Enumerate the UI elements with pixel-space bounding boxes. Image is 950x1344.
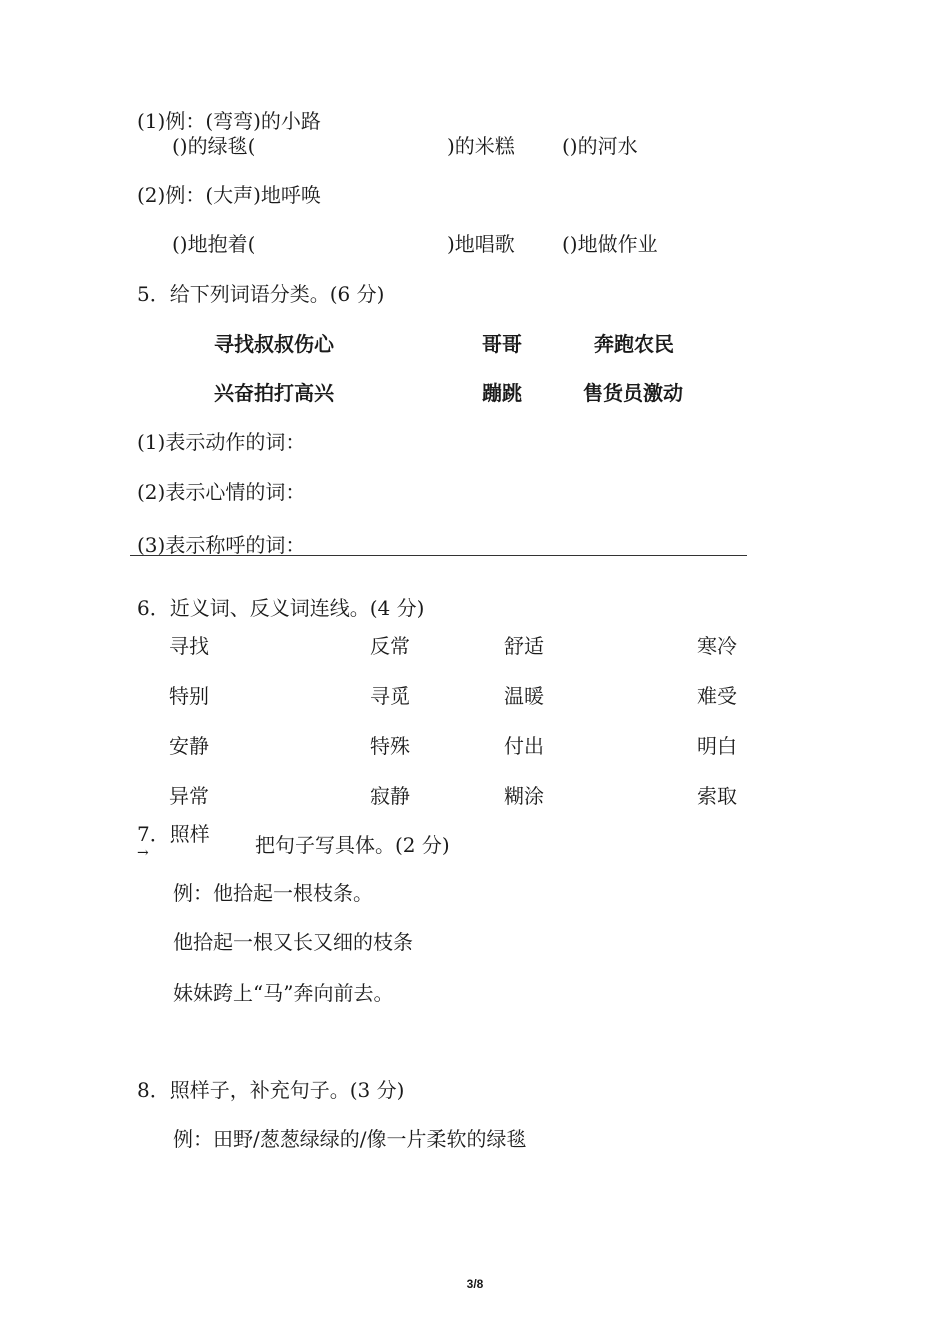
q7-title-a: 7．照样 xyxy=(137,822,210,846)
q6-word: 异常 xyxy=(169,784,209,808)
q4-part2-blank-c: ()地做作业 xyxy=(562,232,658,256)
q4-part1-example: (1)例：(弯弯)的小路 xyxy=(137,109,321,133)
q4-part1-blank-c: ()的河水 xyxy=(562,134,638,158)
q6-title: 6．近义词、反义词连线。(4 分) xyxy=(137,596,425,620)
q6-word: 糊涂 xyxy=(504,784,544,808)
q5-word-group: 蹦跳 xyxy=(482,381,522,405)
q5-word-group: 哥哥 xyxy=(482,332,522,356)
q6-word: 难受 xyxy=(697,684,737,708)
q6-word: 安静 xyxy=(169,734,209,758)
q6-word: 反常 xyxy=(370,634,410,658)
q5-sub2: (2)表示心情的词： xyxy=(137,480,306,504)
q7-sentence: 妹妹跨上“马”奔向前去。 xyxy=(173,981,394,1005)
q4-part1-blank-b: )的米糕 xyxy=(447,134,515,158)
q6-word: 寂静 xyxy=(370,784,410,808)
q5-word-group: 兴奋拍打高兴 xyxy=(214,381,334,405)
q4-part2-blank-b: )地唱歌 xyxy=(447,232,515,256)
q5-title: 5．给下列词语分类。(6 分) xyxy=(137,282,385,306)
q8-title: 8．照样子，补充句子。(3 分) xyxy=(137,1078,405,1102)
q6-word: 温暖 xyxy=(504,684,544,708)
q6-word: 寻找 xyxy=(169,634,209,658)
q6-word: 明白 xyxy=(697,734,737,758)
q7-example-answer: 他拾起一根又长又细的枝条 xyxy=(173,930,413,954)
q4-part1-blank-a: ()的绿毯( xyxy=(172,134,256,158)
q5-word-group: 奔跑农民 xyxy=(594,332,674,356)
q6-word: 舒适 xyxy=(504,634,544,658)
q5-sub1: (1)表示动作的词： xyxy=(137,430,306,454)
q5-word-group: 售货员激动 xyxy=(583,381,683,405)
q4-part2-example: (2)例：(大声)地呼唤 xyxy=(137,183,321,207)
q6-word: 特殊 xyxy=(370,734,410,758)
q6-word: 寻觅 xyxy=(370,684,410,708)
arrow-icon: → xyxy=(137,845,149,861)
q6-word: 特别 xyxy=(169,684,209,708)
q4-part2-blank-a: ()地抱着( xyxy=(172,232,256,256)
q7-example: 例：他拾起一根枝条。 xyxy=(173,881,373,905)
q5-word-group: 寻找叔叔伤心 xyxy=(214,332,334,356)
q6-word: 寒冷 xyxy=(697,634,737,658)
q5-sub3: (3)表示称呼的词： xyxy=(137,533,306,557)
q6-word: 付出 xyxy=(504,734,544,758)
q6-word: 索取 xyxy=(697,784,737,808)
answer-line xyxy=(130,555,747,556)
q8-example: 例：田野/葱葱绿绿的/像一片柔软的绿毯 xyxy=(173,1127,527,1151)
q7-title-b: 把句子写具体。(2 分) xyxy=(255,833,450,857)
page-number: 3/8 xyxy=(466,1277,484,1291)
